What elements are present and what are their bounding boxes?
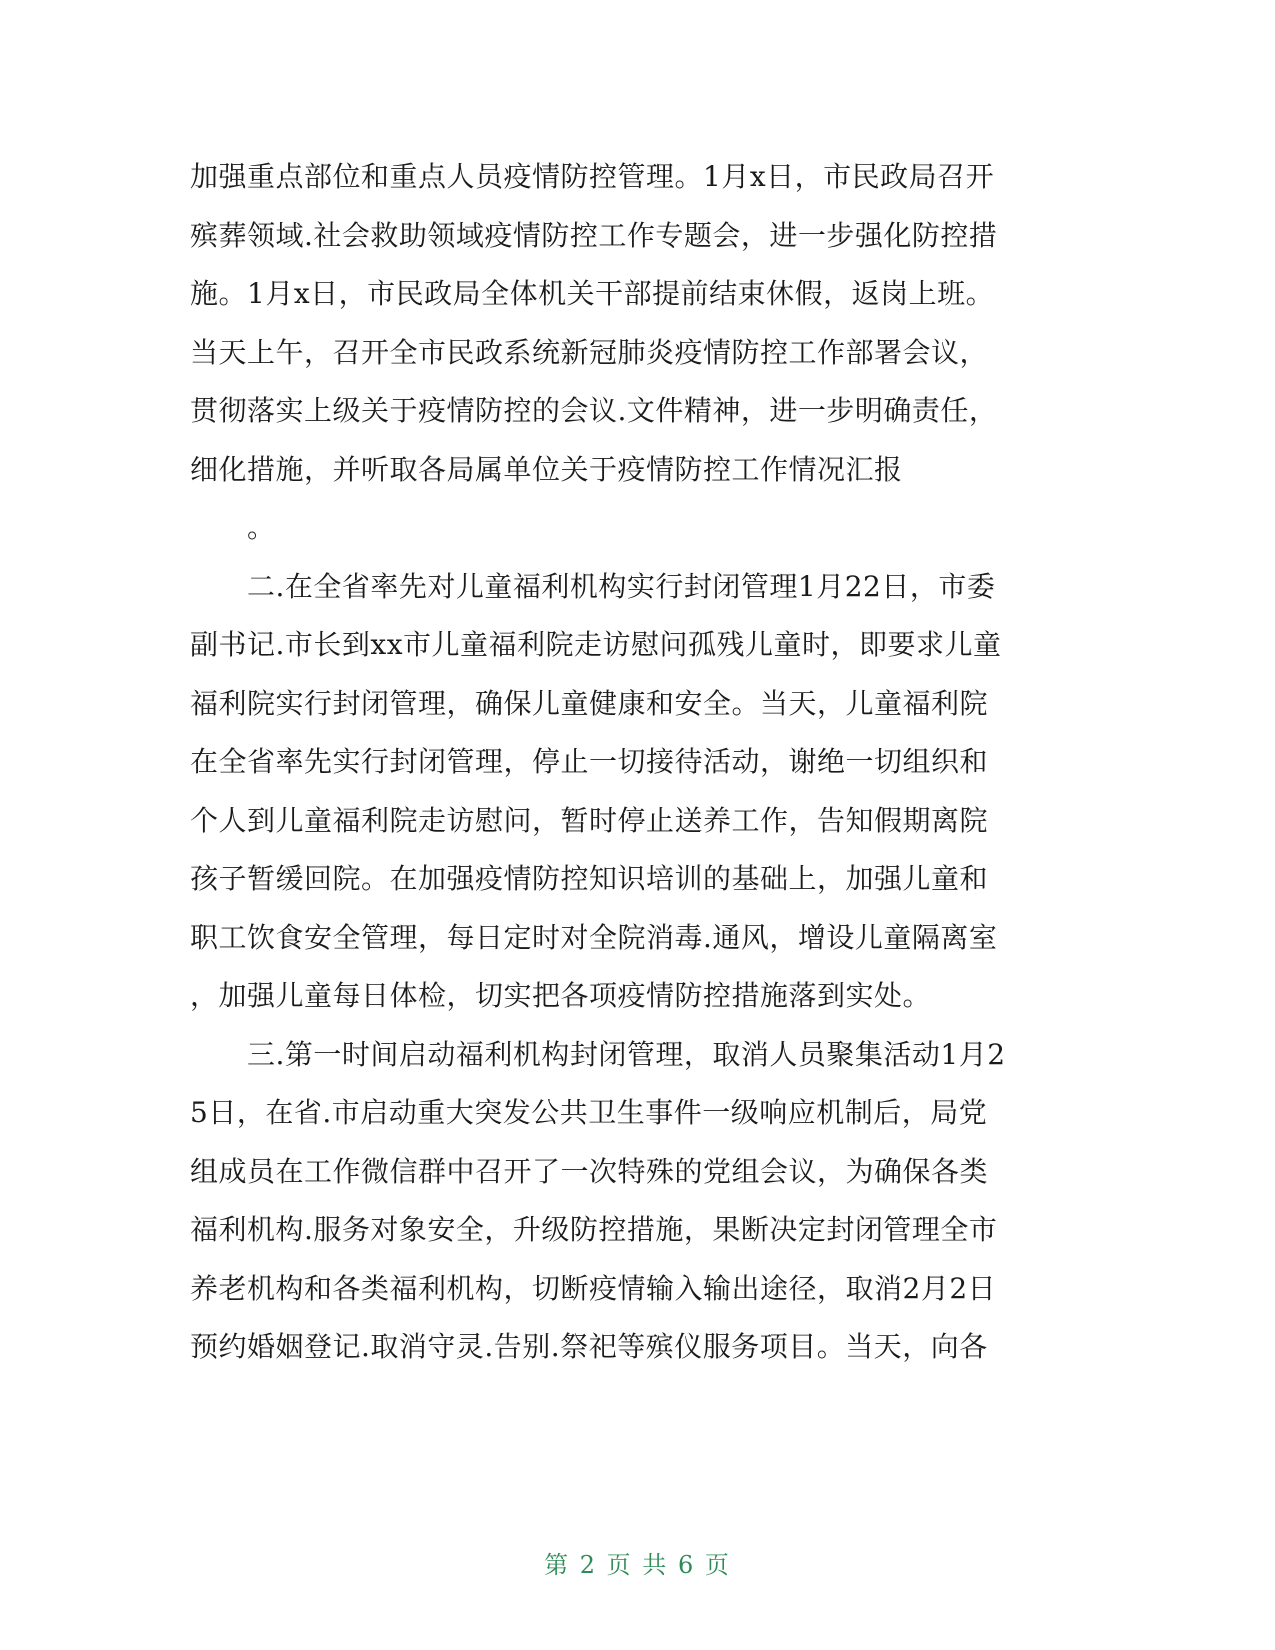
text-line: 殡葬领域.社会救助领域疫情防控工作专题会，进一步强化防控措 [190, 218, 998, 252]
text-line: 三.第一时间启动福利机构封闭管理，取消人员聚集活动1月2 [190, 1037, 1006, 1071]
text-line: 职工饮食安全管理，每日定时对全院消毒.通风，增设儿童隔离室 [190, 920, 998, 954]
text-line: 组成员在工作微信群中召开了一次特殊的党组会议，为确保各类 [190, 1154, 989, 1188]
text-line: 施。1月x日，市民政局全体机关干部提前结束休假，返岗上班。 [190, 277, 995, 310]
text-line: 当天上午，召开全市民政系统新冠肺炎疫情防控工作部署会议， [190, 335, 989, 369]
text-line: 加强重点部位和重点人员疫情防控管理。1月x日，市民政局召开 [190, 160, 995, 193]
text-line: ，加强儿童每日体检，切实把各项疫情防控措施落到实处。 [190, 979, 932, 1012]
text-line: 贯彻落实上级关于疫情防控的会议.文件精神，进一步明确责任， [190, 394, 998, 427]
text-line: 个人到儿童福利院走访慰问，暂时停止送养工作，告知假期离院 [190, 803, 989, 837]
text-line: 细化措施，并听取各局属单位关于疫情防控工作情况汇报 [190, 452, 903, 486]
page-number-footer: 第 2 页 共 6 页 [544, 1551, 731, 1579]
text-line: 福利院实行封闭管理，确保儿童健康和安全。当天，儿童福利院 [190, 686, 989, 720]
text-line: 5日，在省.市启动重大突发公共卫生事件一级响应机制后，局党 [190, 1096, 988, 1129]
text-line: 副书记.市长到xx市儿童福利院走访慰问孤残儿童时，即要求儿童 [190, 628, 1002, 661]
document-body [190, 148, 1090, 1377]
text-line: 二.在全省率先对儿童福利机构实行封闭管理1月22日，市委 [190, 569, 996, 603]
text-line: 。 [190, 511, 276, 544]
text-line: 孩子暂缓回院。在加强疫情防控知识培训的基础上，加强儿童和 [190, 862, 989, 895]
text-line: 在全省率先实行封闭管理，停止一切接待活动，谢绝一切组织和 [190, 745, 989, 778]
text-line: 福利机构.服务对象安全，升级防控措施，果断决定封闭管理全市 [190, 1213, 998, 1246]
text-line: 养老机构和各类福利机构，切断疫情输入输出途径，取消2月2日 [190, 1271, 997, 1305]
text-line: 预约婚姻登记.取消守灵.告别.祭祀等殡仪服务项目。当天，向各 [190, 1330, 988, 1363]
